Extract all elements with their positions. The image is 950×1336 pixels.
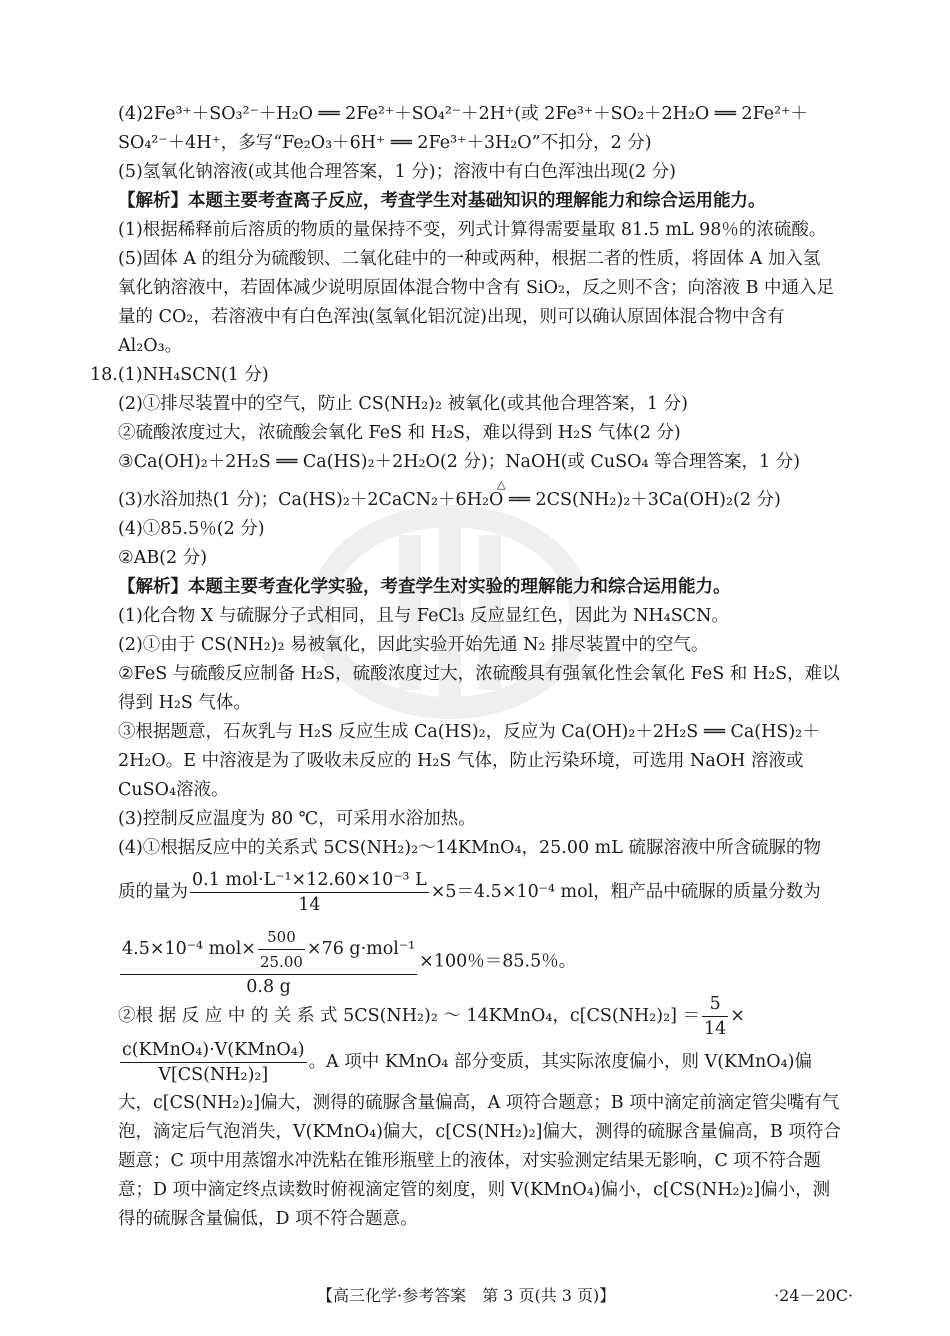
analysis-18-2-2-cont: 得到 H₂S 气体。 [118, 693, 251, 713]
analysis-18-2-3: ③根据题意，石灰乳与 H₂S 反应生成 Ca(HS)₂，反应为 Ca(OH)₂＋2H₂S ══ Ca(HS)₂＋ [118, 722, 820, 742]
answer-18-1: 18.(1)NH₄SCN(1 分) [90, 365, 269, 385]
analysis-heading-17: 【解析】本题主要考查离子反应，考查学生对基础知识的理解能力和综合运用能力。 [118, 191, 766, 211]
answer-18-2-1: (2)①排尽装置中的空气，防止 CS(NH₂)₂ 被氧化(或其他合理答案，1 分) [118, 394, 688, 414]
analysis-17-5-cont: 氧化钠溶液中，若固体减少说明原固体混合物中含有 SiO₂，反之则不含；向溶液 B 中通入足 [118, 278, 834, 298]
answer-17-4-cont: SO₄²⁻＋4H⁺，多写“Fe₂O₃＋6H⁺ ══ 2Fe³⁺＋3H₂O”不扣分，2 分) [118, 133, 652, 153]
mass-fraction-formula: 4.5×10⁻⁴ mol× $\frac{500}{25.00}$ ×76 g·mol⁻¹ 0.8 g ×100％＝85.5％。 [118, 925, 576, 999]
analysis-18-4-2-cont: 得的硫脲含量偏低，D 项不符合题意。 [118, 1209, 418, 1229]
analysis-18-4-1-calc: 质的量为 $\frac{\text{0.1 mol·L⁻¹×12.60×10⁻³ L}}{14}$ ×5＝4.5×10⁻⁴ mol，粗产品中硫脲的质量分数为 [118, 870, 821, 915]
answer-18-4-2: ②AB(2 分) [118, 548, 208, 568]
analysis-17-1: (1)根据稀释前后溶质的物质的量保持不变，列式计算得需要量取 81.5 mL 98％的浓硫酸。 [118, 220, 827, 240]
analysis-18-1: (1)化合物 X 与硫脲分子式相同，且与 FeCl₃ 反应显红色，因此为 NH₄SCN。 [118, 606, 729, 626]
analysis-17-5: (5)固体 A 的组分为硫酸钡、二氧化硅中的一种或两种，根据二者的性质，将固体 A 加入氢 [118, 249, 821, 269]
analysis-18-4-2: ②根 据 反 应 中 的 关 系 式 5CS(NH₂)₂ ～ 14KMnO₄，c[CS(NH₂)₂] ＝ $\frac{5}{14}$ × [118, 994, 745, 1039]
analysis-18-4-1: (4)①根据反应中的关系式 5CS(NH₂)₂～14KMnO₄，25.00 mL 硫脲溶液中所含硫脲的物 [118, 838, 821, 858]
analysis-18-2-1: (2)①由于 CS(NH₂)₂ 易被氧化，因此实验开始先通 N₂ 排尽装置中的空气。 [118, 635, 709, 655]
analysis-18-2-2: ②FeS 与硫酸反应制备 H₂S，硫酸浓度过大，浓硫酸具有强氧化性会氧化 FeS 和 H₂S，难以 [118, 664, 840, 684]
analysis-17-5-cont: 量的 CO₂，若溶液中有白色浑浊(氢氧化铝沉淀)出现，则可以确认原固体混合物中含有 [118, 307, 785, 327]
page-footer: 【高三化学·参考答案 第 3 页(共 3 页)】 [317, 1286, 616, 1305]
answer-17-5: (5)氢氧化钠溶液(或其他合理答案，1 分)；溶液中有白色浑浊出现(2 分) [118, 162, 676, 182]
answer-18-4-1: (4)①85.5％(2 分) [118, 519, 265, 539]
analysis-18-4-2-formula: $\frac{\text{c(KMnO₄)·V(KMnO₄)}}{\text{V[CS(NH₂)₂]}}$ 。A 项中 KMnO₄ 部分变质，其实际浓度偏小，则 V(KMnO₄)偏 [122, 1040, 812, 1085]
analysis-17-5-cont: Al₂O₃。 [118, 336, 183, 356]
analysis-18-4-2-cont: 大，c[CS(NH₂)₂]偏大，测得的硫脲含量偏高，A 项符合题意；B 项中滴定前滴定管尖嘴有气 [118, 1093, 840, 1113]
analysis-18-3: (3)控制反应温度为 80 ℃，可采用水浴加热。 [118, 809, 476, 829]
answer-18-3 [118, 488, 781, 512]
answer-18-3-text: (3)水浴加热(1 分)；Ca(HS)₂＋2CaCN₂＋6H₂O ══ 2CS(NH₂)₂＋3Ca(OH)₂(2 分) [118, 490, 781, 510]
analysis-heading-18: 【解析】本题主要考查化学实验，考查学生对实验的理解能力和综合运用能力。 [118, 577, 731, 597]
answer-17-4: (4)2Fe³⁺＋SO₃²⁻＋H₂O ══ 2Fe²⁺＋SO₄²⁻＋2H⁺(或 2Fe³⁺＋SO₂＋2H₂O ══ 2Fe²⁺＋ [118, 104, 808, 124]
page-code: ·24－20C· [774, 1286, 854, 1305]
analysis-18-4-2-cont: 泡，滴定后气泡消失，V(KMnO₄)偏大，c[CS(NH₂)₂]偏大，测得的硫脲含量偏高，B 项符合 [118, 1122, 841, 1142]
analysis-18-4-2-cont: 题意；C 项中用蒸馏水冲洗粘在锥形瓶壁上的液体，对实验测定结果无影响，C 项不符合题 [118, 1151, 821, 1171]
answer-18-2-3: ③Ca(OH)₂＋2H₂S ══ Ca(HS)₂＋2H₂O(2 分)；NaOH(或 CuSO₄ 等合理答案，1 分) [118, 452, 801, 472]
analysis-18-4-2-cont: 意；D 项中滴定终点读数时俯视滴定管的刻度，则 V(KMnO₄)偏小，c[CS(NH₂)₂]偏小，测 [118, 1180, 831, 1200]
analysis-18-2-3-cont: 2H₂O。E 中溶液是为了吸收未反应的 H₂S 气体，防止污染环境，可选用 NaOH 溶液或 [118, 751, 804, 771]
heating-mark: △ [497, 478, 506, 491]
mass-fraction: 4.5×10⁻⁴ mol× $\frac{500}{25.00}$ ×76 g·mol⁻¹ 0.8 g [120, 925, 417, 999]
moles-fraction: $\frac{\text{0.1 mol·L⁻¹×12.60×10⁻³ L}}{14}$ [192, 870, 427, 915]
analysis-18-2-3-cont: CuSO₄溶液。 [118, 780, 229, 800]
answer-18-2-2: ②硫酸浓度过大，浓硫酸会氧化 FeS 和 H₂S，难以得到 H₂S 气体(2 分) [118, 423, 681, 443]
